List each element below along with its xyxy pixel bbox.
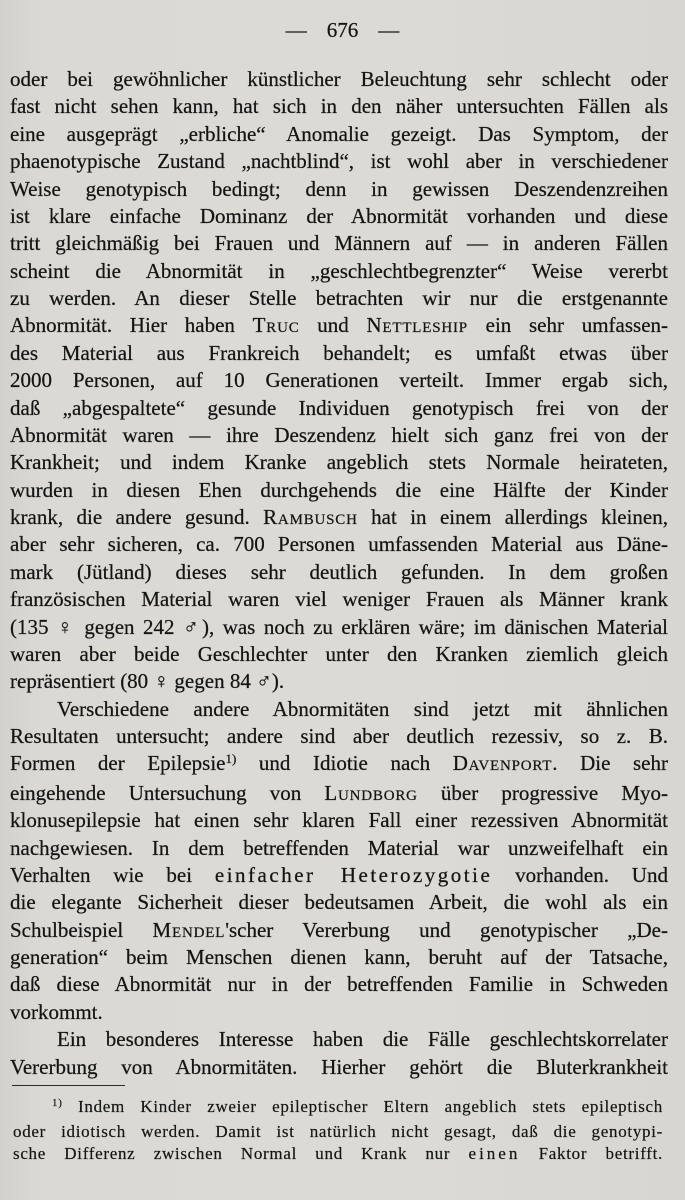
text-segment: und Idiotie nach xyxy=(236,751,453,776)
text-line: zu werden. An dieser Stelle betrachten wir nur die erstgenannte xyxy=(10,286,668,310)
text-segment: Faktor betrifft. xyxy=(520,1144,663,1163)
footnote-marker: 1) xyxy=(225,751,237,767)
emphasized-text: einen xyxy=(468,1144,521,1163)
footnote-line xyxy=(13,1143,663,1166)
text-line: mark (Jütland) dieses sehr deutlich gefunden. In dem großen xyxy=(10,559,668,584)
text-line: vorkommt. xyxy=(10,999,103,1024)
text-line: oder bei gewöhnlicher künstlicher Beleuchtung sehr schlecht oder xyxy=(10,67,668,91)
text-line: 2000 Personen, auf 10 Generationen verteilt. Immer ergab sich, xyxy=(10,368,668,393)
text-segment: Verhalten wie bei xyxy=(10,862,215,887)
emphasized-text: einfacher Heterozygotie xyxy=(214,862,493,887)
footnote-rule xyxy=(12,1085,125,1086)
author-name-truc: Truc xyxy=(252,313,300,338)
text-segment: über progressive Myo- xyxy=(417,780,668,805)
author-name-mendel: Mendel xyxy=(152,917,226,942)
footnote xyxy=(13,1096,663,1166)
text-segment: sche Differenz zwischen Normal und Krank nur xyxy=(13,1144,469,1163)
text-line: ist klare einfache Dominanz der Abnormität vorhanden und diese xyxy=(10,203,668,228)
text-line: Krankheit; und indem Kranke angeblich stets Normale heirateten, xyxy=(10,450,668,475)
text-segment: krank, die andere gesund. xyxy=(10,505,264,529)
text-segment: ein sehr umfassen- xyxy=(467,313,669,338)
text-line: scheint die Abnormität in „geschlechtbegrenzter“ Weise vererbt xyxy=(10,258,668,283)
page-number: 676 xyxy=(326,18,359,42)
page-header xyxy=(0,18,685,42)
text-line: generation“ beim Menschen dienen kann, beruht auf der Tatsache, xyxy=(10,945,668,969)
text-line: (135 ♀ gegen 242 ♂), was noch zu erklären wäre; im dänischen Material xyxy=(10,614,668,639)
text-line: phaenotypische Zustand „nachtblind“, ist wohl aber in verschiedener xyxy=(10,149,668,174)
footnote-line xyxy=(13,1096,663,1121)
text-segment: und xyxy=(299,313,367,338)
text-line: aber sehr sicheren, ca. 700 Personen umfassenden Material aus Däne- xyxy=(10,532,668,557)
author-name-nettleship: Nettleship xyxy=(366,313,468,338)
main-text xyxy=(10,66,668,1081)
footnote-marker: 1) xyxy=(52,1097,63,1109)
text-line: Ein besonderes Interesse haben die Fälle geschlechtskorrelater xyxy=(57,1027,668,1052)
text-line xyxy=(10,780,668,807)
text-segment: Schulbeispiel xyxy=(10,917,153,942)
text-segment: Abnormität. Hier haben xyxy=(10,313,253,338)
header-dash-right: — xyxy=(378,18,400,42)
author-name-lundborg: Lundborg xyxy=(324,780,418,805)
text-line: nachgewiesen. In dem betreffenden Material war unzweifelhaft ein xyxy=(10,835,668,860)
text-line: die elegante Sicherheit dieser bedeutsamen Arbeit, die wohl als ein xyxy=(10,890,668,915)
text-segment: vorhanden. Und xyxy=(492,862,668,887)
text-line xyxy=(10,312,668,339)
text-line: repräsentiert (80 ♀ gegen 84 ♂). xyxy=(10,669,285,694)
text-line: daß „abgespaltete“ gesunde Individuen genotypisch frei von der xyxy=(10,395,668,420)
header-dash-left: — xyxy=(285,18,307,42)
text-line xyxy=(10,917,668,944)
text-segment: Formen der Epilepsie xyxy=(10,751,226,776)
footnote-line: oder idiotisch werden. Damit ist natürlich nicht gesagt, daß die genotypi- xyxy=(13,1121,663,1141)
text-line: fast nicht sehen kann, hat sich in den näher untersuchten Fällen als xyxy=(10,94,668,119)
text-line: daß diese Abnormität nur in der betreffenden Familie in Schweden xyxy=(10,972,668,997)
text-line: französischen Material waren viel weniger Frauen als Männer krank xyxy=(10,587,668,612)
text-line: eine ausgeprägt „erbliche“ Anomalie gezeigt. Das Symptom, der xyxy=(10,121,668,146)
text-line: Resultaten untersucht; andere sind aber deutlich rezessiv, so z. B. xyxy=(10,724,668,748)
text-segment: 'scher Vererbung und genotypischer „De- xyxy=(225,917,668,942)
text-line: Vererbung von Abnormitäten. Hierher gehört die Bluterkrankheit xyxy=(10,1054,668,1079)
text-segment: Indem Kinder zweier epileptischer Eltern angeblich stets epileptisch xyxy=(62,1097,663,1116)
author-name-rambusch: Rambusch xyxy=(263,505,358,529)
text-line xyxy=(10,862,668,889)
text-line: des Material aus Frankreich behandelt; es umfaßt etwas über xyxy=(10,340,668,365)
text-line: Weise genotypisch bedingt; denn in gewissen Deszendenzreihen xyxy=(10,176,668,201)
text-segment: . Die sehr xyxy=(552,751,668,776)
author-name-davenport: Davenport xyxy=(452,751,553,776)
text-line: Verschiedene andere Abnormitäten sind jetzt mit ähnlichen xyxy=(57,696,668,721)
text-segment: eingehende Untersuchung von xyxy=(10,780,325,805)
text-line xyxy=(10,750,668,779)
text-line xyxy=(10,504,668,531)
text-line: Abnormität waren — ihre Deszendenz hielt sich ganz frei von der xyxy=(10,422,668,447)
text-line: waren aber beide Geschlechter unter den Kranken ziemlich gleich xyxy=(10,641,668,666)
text-line: tritt gleichmäßig bei Frauen und Männern auf — in anderen Fällen xyxy=(10,231,668,256)
text-segment: hat in einem allerdings kleinen, xyxy=(357,505,669,529)
text-line: klonusepilepsie hat einen sehr klaren Fall einer rezessiven Abnormität xyxy=(10,808,668,833)
text-line: wurden in diesen Ehen durchgehends die eine Hälfte der Kinder xyxy=(10,477,668,502)
